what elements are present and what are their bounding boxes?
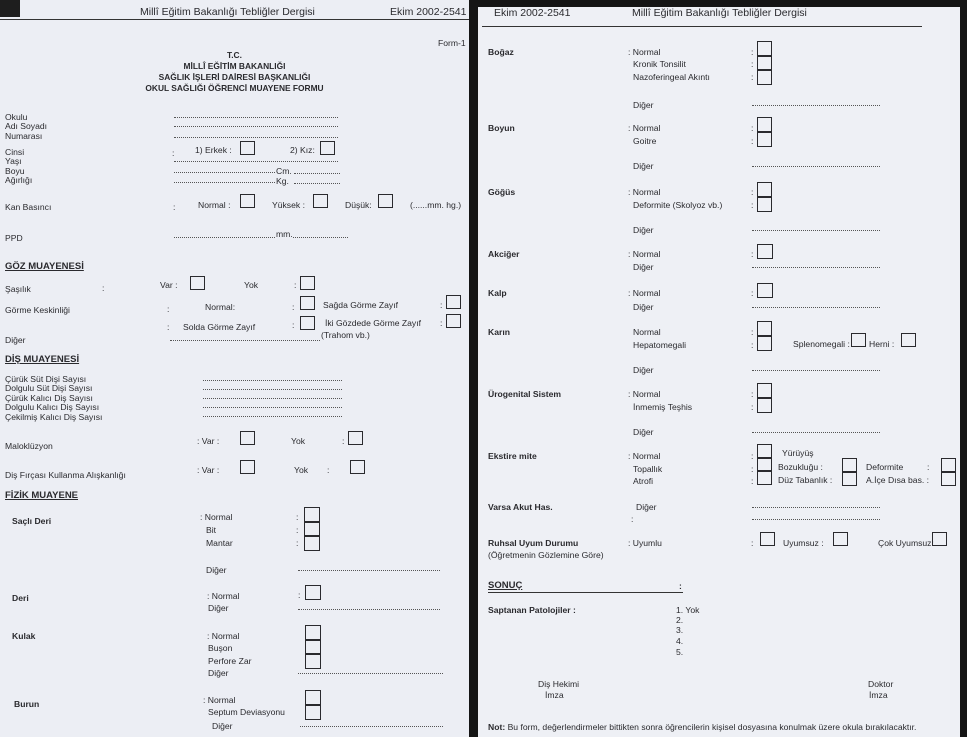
left-weak-checkbox: [300, 316, 315, 330]
acuity-normal-checkbox: [300, 296, 315, 310]
in-out-toe-label: A.İçe Dısa bas. :: [866, 475, 930, 485]
abdomen-other-field: [752, 370, 880, 371]
colon: :: [298, 590, 301, 600]
label-skin: Deri: [12, 593, 29, 603]
malocclusion-no-label: Yok: [291, 436, 306, 446]
brushing-no-label: Yok: [294, 465, 309, 475]
splenomegaly-checkbox: [851, 333, 866, 347]
pathology-item: 5.: [676, 647, 684, 657]
label-gender: Cinsi: [5, 147, 25, 157]
form-number: Form-1: [438, 38, 466, 48]
heart-other-field: [752, 307, 880, 308]
filled-permanent-field: [203, 407, 342, 408]
colon: :: [751, 59, 754, 69]
strabismus-no-checkbox: [300, 276, 315, 290]
right-weak-checkbox: [446, 295, 461, 309]
colon: :: [342, 436, 345, 446]
lung-option: : Normal: [628, 249, 661, 259]
nose-other-field: [300, 726, 443, 727]
bp-low-label: Düşük:: [345, 200, 372, 210]
lung-normal-checkbox: [757, 244, 773, 259]
colon: :: [751, 200, 754, 210]
label-height: Boyu: [5, 166, 25, 176]
colon: :: [440, 300, 443, 310]
label-visual-acuity: Görme Keskinliği: [5, 305, 70, 315]
label-decayed-milk: Çürük Süt Dişi Sayısı: [5, 374, 87, 384]
colon: :: [751, 249, 754, 259]
female-label: 2) Kız:: [290, 145, 315, 155]
nose-other-label: Diğer: [212, 721, 233, 731]
gait-disorder-label: Bozukluğu :: [778, 462, 823, 472]
label-strabismus: Şaşılık: [5, 284, 31, 294]
abdomen-other-label: Diğer: [633, 365, 654, 375]
form-title-line: MİLLÎ EĞİTİM BAKANLIĞI: [183, 61, 286, 71]
neck-goitre-checkbox: [757, 131, 772, 147]
splenomegaly-label: Splenomegali :: [793, 339, 850, 349]
both-weak-checkbox: [446, 314, 461, 328]
colon: :: [292, 302, 295, 312]
label-chest: Göğüs: [488, 187, 516, 197]
chest-deformity-checkbox: [757, 196, 772, 212]
nose-option: : Normal: [203, 695, 236, 705]
throat-discharge-checkbox: [757, 69, 772, 85]
journal-title: Millî Eğitim Bakanlığı Tebliğler Dergisi: [140, 6, 315, 18]
decayed-milk-field: [203, 380, 342, 381]
nose-septum-checkbox: [305, 704, 321, 720]
hernia-checkbox: [901, 333, 916, 347]
height-field: [174, 172, 275, 173]
label-neck: Boyun: [488, 123, 515, 133]
label-number: Numarası: [5, 131, 43, 141]
colon: :: [751, 187, 754, 197]
ppd-unit: mm.: [276, 229, 293, 239]
very-incompatible-label: Çok Uyumsuz:: [878, 538, 934, 548]
colon: :: [167, 322, 170, 332]
ear-other-field: [298, 673, 443, 674]
form-title-line: OKUL SAĞLIĞI ÖĞRENCİ MUAYENE FORMU: [145, 83, 324, 93]
neck-other-label: Diğer: [633, 161, 654, 171]
form-title-line: SAĞLIK İŞLERİ DAİRESİ BAŞKANLIĞI: [158, 72, 311, 82]
journal-title: Millî Eğitim Bakanlığı Tebliğler Dergisi: [632, 7, 807, 19]
colon: :: [751, 451, 754, 461]
label-lung: Akciğer: [488, 249, 520, 259]
label-filled-milk: Dolgulu Süt Dişi Sayısı: [5, 383, 93, 393]
extremity-option: : Normal: [628, 451, 661, 461]
very-incompatible-checkbox: [932, 532, 947, 546]
name-field: [174, 126, 338, 127]
urogenital-undescended-checkbox: [757, 397, 772, 413]
extremity-option: Atrofi: [633, 476, 654, 486]
bp-normal-checkbox: [240, 194, 255, 208]
neck-other-field: [752, 166, 880, 167]
abdomen-option: Hepatomegali: [633, 340, 687, 350]
label-scalp: Saçlı Deri: [12, 516, 52, 526]
extremity-option: Topallık: [633, 464, 663, 474]
throat-option: : Normal: [628, 47, 661, 57]
heart-option: : Normal: [628, 288, 661, 298]
colon: :: [927, 462, 930, 472]
colon: :: [751, 476, 754, 486]
trachoma-note: (Trahom vb.): [321, 330, 370, 340]
scalp-fungus-checkbox: [304, 535, 320, 551]
label-toothbrush-habit: Diş Fırçası Kullanma Alışkanlığı: [5, 470, 126, 480]
ear-option: Buşon: [208, 643, 233, 653]
bp-low-checkbox: [378, 194, 393, 208]
label-filled-permanent: Dolgulu Kalıcı Diş Sayısı: [5, 402, 100, 412]
extremity-atrophy-checkbox: [757, 470, 772, 485]
label-heart: Kalp: [488, 288, 507, 298]
colon: :: [296, 538, 299, 548]
header-rule: [482, 26, 922, 27]
ear-option: : Normal: [207, 631, 240, 641]
height-extra-field: [294, 173, 340, 174]
ppd-extra-field: [293, 237, 348, 238]
flatfoot-checkbox: [842, 471, 857, 486]
heart-other-label: Diğer: [633, 302, 654, 312]
chest-option: : Normal: [628, 187, 661, 197]
colon: :: [751, 288, 754, 298]
dental-exam-heading: DİŞ MUAYENESİ: [5, 354, 80, 365]
urogenital-other-label: Diğer: [633, 427, 654, 437]
acuity-normal-label: Normal:: [205, 302, 236, 312]
eye-exam-heading: GÖZ MUAYENESİ: [5, 261, 84, 272]
footnote-text: Bu form, değerlendirmeler bittikten sonra öğrencilerin kişisel dosyasına konulmak üzere okula bırakılacaktır.: [505, 722, 917, 732]
dentist-signature-label: İmza: [545, 690, 564, 700]
right-weak-label: Sağda Görme Zayıf: [323, 300, 398, 310]
brushing-no-checkbox: [350, 460, 365, 474]
throat-option: Nazoferingeal Akıntı: [633, 72, 710, 82]
pathology-item: 2.: [676, 615, 684, 625]
result-underline: [488, 592, 683, 593]
colon: :: [751, 123, 754, 133]
label-acute-illness: Varsa Akut Has.: [488, 502, 553, 512]
female-checkbox: [320, 141, 335, 155]
label-extracted-permanent: Çekilmiş Kalıcı Diş Sayısı: [5, 412, 103, 422]
number-field: [174, 137, 338, 138]
label-extremity: Ekstire mite: [488, 451, 537, 461]
school-field: [174, 117, 338, 118]
scalp-option: Bit: [206, 525, 217, 535]
colon: :: [440, 318, 443, 328]
label-decayed-permanent: Çürük Kalıcı Diş Sayısı: [5, 393, 93, 403]
throat-option: Kronik Tonsilit: [633, 59, 686, 69]
colon: :: [173, 202, 176, 212]
bp-normal-label: Normal :: [198, 200, 231, 210]
male-checkbox: [240, 141, 255, 155]
label-malocclusion: Maloklüzyon: [5, 441, 53, 451]
neck-option: : Normal: [628, 123, 661, 133]
footnote: [488, 722, 916, 732]
skin-other-field: [298, 609, 440, 610]
ear-perforation-checkbox: [305, 653, 321, 669]
malocclusion-yes-checkbox: [240, 431, 255, 445]
label-mental-adaptation: Ruhsal Uyum Durumu: [488, 538, 579, 548]
result-heading: SONUÇ: [488, 580, 523, 591]
colon: :: [327, 465, 330, 475]
mental-adaptation-note: (Öğretmenin Gözlemine Göre): [488, 550, 604, 560]
label-nose: Burun: [14, 699, 40, 709]
cm-unit: Cm.: [276, 166, 292, 176]
weight-field: [174, 182, 275, 183]
label-urogenital: Ürogenital Sistem: [488, 389, 562, 399]
kg-unit: Kg.: [276, 176, 289, 186]
bp-high-checkbox: [313, 194, 328, 208]
extracted-permanent-field: [203, 416, 342, 417]
throat-other-label: Diğer: [633, 100, 654, 110]
malocclusion-yes-label: : Var :: [197, 436, 220, 446]
incompatible-checkbox: [833, 532, 848, 546]
weight-extra-field: [294, 183, 340, 184]
gait-label: Yürüyüş: [782, 448, 814, 458]
pathology-item: 3.: [676, 625, 684, 635]
hernia-label: Herni :: [869, 339, 895, 349]
colon: :: [751, 327, 754, 337]
bp-unit: (......mm. hg.): [410, 200, 462, 210]
colon: :: [751, 136, 754, 146]
both-weak-label: İki Gözdede Görme Zayıf: [325, 318, 421, 328]
colon: :: [751, 464, 754, 474]
scalp-option: Mantar: [206, 538, 233, 548]
chest-option: Deformite (Skolyoz vb.): [633, 200, 723, 210]
urogenital-other-field: [752, 432, 880, 433]
lung-other-label: Diğer: [633, 262, 654, 272]
lung-other-field: [752, 267, 880, 268]
acute-other-field-2: [752, 519, 880, 520]
left-weak-label: Solda Görme Zayıf: [183, 322, 256, 332]
right-page: [478, 7, 960, 737]
scan-shadow: [0, 0, 20, 17]
colon: :: [751, 389, 754, 399]
eye-other-field: [170, 340, 320, 341]
strabismus-no-label: Yok: [244, 280, 259, 290]
filled-milk-field: [203, 389, 342, 390]
colon: :: [296, 525, 299, 535]
nose-option: Septum Deviasyonu: [208, 707, 285, 717]
form-title-line: T.C.: [227, 50, 242, 60]
decayed-permanent-field: [203, 398, 342, 399]
scalp-option: : Normal: [200, 512, 233, 522]
acute-other-label: Diğer: [636, 502, 657, 512]
label-throat: Boğaz: [488, 47, 514, 57]
compatible-label: : Uyumlu: [628, 538, 662, 548]
label-pathologies: Saptanan Patolojiler :: [488, 605, 576, 615]
male-label: 1) Erkek :: [195, 145, 232, 155]
colon: :: [751, 47, 754, 57]
incompatible-label: Uyumsuz :: [783, 538, 824, 548]
in-out-toe-checkbox: [941, 471, 956, 486]
acute-other-field: [752, 507, 880, 508]
label-weight: Ağırlığı: [5, 175, 33, 185]
pathology-item: 4.: [676, 636, 684, 646]
label-age: Yaşı: [5, 156, 22, 166]
neck-option: Goitre: [633, 136, 657, 146]
colon: :: [167, 304, 170, 314]
colon: :: [172, 148, 175, 158]
abdomen-hepatomegaly-checkbox: [757, 335, 772, 351]
skin-other-label: Diğer: [208, 603, 229, 613]
colon: :: [751, 402, 754, 412]
physical-exam-heading: FİZİK MUAYENE: [5, 490, 79, 501]
dentist-label: Diş Hekimi: [538, 679, 580, 689]
label-name: Adı Soyadı: [5, 121, 48, 131]
label-eye-other: Diğer: [5, 335, 26, 345]
abdomen-option: Normal: [633, 327, 661, 337]
bp-high-label: Yüksek :: [272, 200, 305, 210]
flatfoot-label: Düz Tabanlık :: [778, 475, 833, 485]
colon: :: [751, 538, 754, 548]
colon: :: [292, 320, 295, 330]
label-abdomen: Karın: [488, 327, 510, 337]
brushing-yes-label: : Var :: [197, 465, 220, 475]
skin-option: : Normal: [207, 591, 240, 601]
throat-other-field: [752, 105, 880, 106]
issue-number: Ekim 2002-2541: [494, 7, 571, 19]
colon: :: [679, 581, 682, 591]
strabismus-yes-label: Var :: [160, 280, 178, 290]
left-page: [0, 0, 469, 737]
pathology-item: 1. Yok: [676, 605, 700, 615]
malocclusion-no-checkbox: [348, 431, 363, 445]
urogenital-option: İnmemiş Teşhis: [633, 402, 693, 412]
colon: :: [102, 283, 105, 293]
brushing-yes-checkbox: [240, 460, 255, 474]
scalp-other-label: Diğer: [206, 565, 227, 575]
deformity-label: Deformite: [866, 462, 904, 472]
compatible-checkbox: [760, 532, 775, 546]
colon: :: [294, 280, 297, 290]
chest-other-label: Diğer: [633, 225, 654, 235]
ppd-field: [174, 237, 275, 238]
label-blood-pressure: Kan Basıncı: [5, 202, 52, 212]
age-field: [174, 161, 338, 162]
label-ear: Kulak: [12, 631, 36, 641]
colon: :: [751, 340, 754, 350]
heart-normal-checkbox: [757, 283, 773, 298]
urogenital-option: : Normal: [628, 389, 661, 399]
ear-other-label: Diğer: [208, 668, 229, 678]
issue-number: Ekim 2002-2541: [390, 6, 467, 18]
ear-option: Perfore Zar: [208, 656, 252, 666]
strabismus-yes-checkbox: [190, 276, 205, 290]
chest-other-field: [752, 230, 880, 231]
colon: :: [751, 72, 754, 82]
colon: :: [631, 514, 634, 524]
doctor-signature-label: İmza: [869, 690, 888, 700]
doctor-label: Doktor: [868, 679, 894, 689]
header-rule: [0, 19, 469, 20]
skin-normal-checkbox: [305, 585, 321, 600]
footnote-label: Not:: [488, 722, 506, 732]
label-school: Okulu: [5, 112, 28, 122]
colon: :: [296, 512, 299, 522]
label-ppd: PPD: [5, 233, 23, 243]
scalp-other-field: [298, 570, 440, 571]
